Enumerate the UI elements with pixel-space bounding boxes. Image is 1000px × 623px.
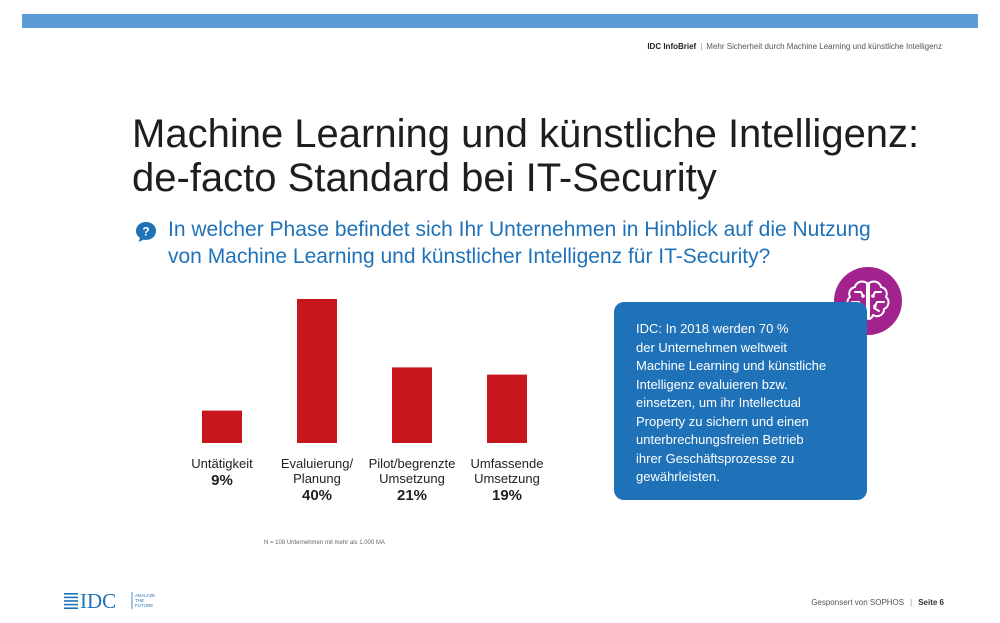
sample-size-footnote: N = 108 Unternehmen mit mehr als 1.000 MA [264,540,385,546]
page-title [132,112,919,200]
value-label-3: 21% [396,487,428,504]
insight-line-2: der Unternehmen weltweit [636,339,788,355]
header-separator: | [700,42,703,51]
category-label-2-2: Planung [293,471,341,486]
page-footer [811,598,944,607]
survey-question [168,216,888,270]
value-label-1: 9% [211,472,233,489]
idc-tagline-1: ANALYZE [135,593,156,598]
footer-separator: | [910,598,913,607]
category-label-2-1: Evaluierung/ [280,456,354,471]
insight-line-7: unterbrechungsfreien Betrieb [636,432,804,447]
page-title-line-1: Machine Learning und künstliche Intelligenz: [132,112,920,156]
phase-bar-chart [180,290,580,515]
idc-tagline-2: THE [135,598,144,603]
document-header [647,42,942,51]
insight-line-4: Intelligenz evaluieren bzw. [636,376,788,392]
idc-logo [64,589,174,611]
insight-line-6: Property zu sichern und einen [636,413,809,429]
insight-line-1: IDC: In 2018 werden 70 % [636,321,789,336]
bar-2 [297,299,337,443]
bar-4 [487,375,527,443]
category-label-4-1: Umfassende [470,456,544,471]
value-label-4: 19% [491,487,523,504]
survey-question-line-1: In welcher Phase befindet sich Ihr Unternehmen in Hinblick auf die Nutzung [168,218,871,241]
sponsor-note: Gesponsert von SOPHOS [811,598,905,607]
survey-question-line-2: von Machine Learning und künstlicher Intelligenz für IT-Security? [168,245,771,268]
insight-line-8: ihrer Geschäftsprozesse zu [636,450,795,466]
page-number: Seite 6 [918,598,944,607]
category-label-1-1: Untätigkeit [191,456,253,471]
idc-logo-text: IDC [80,589,117,611]
insight-line-3: Machine Learning und künstliche [636,358,827,373]
idc-tagline-3: FUTURE [135,603,154,608]
category-label-3-1: Pilot/begrenzte [368,456,456,471]
bar-3 [392,367,432,443]
idc-insight-box [614,302,867,500]
svg-text:?: ? [142,224,150,239]
insight-line-5: einsetzen, um ihr Intellectual [636,395,801,410]
bar-1 [202,411,242,443]
value-label-2: 40% [301,487,333,504]
top-accent-bar [22,14,978,28]
category-label-4-2: Umsetzung [474,471,540,486]
header-subtitle: Mehr Sicherheit durch Machine Learning und künstliche Intelligenz [706,42,942,51]
question-bubble-icon [134,220,158,244]
header-brand: IDC InfoBrief [647,42,697,51]
page-title-line-2: de-facto Standard bei IT-Security [132,156,717,200]
insight-line-9: gewährleisten. [636,469,720,484]
category-label-3-2: Umsetzung [379,471,445,486]
